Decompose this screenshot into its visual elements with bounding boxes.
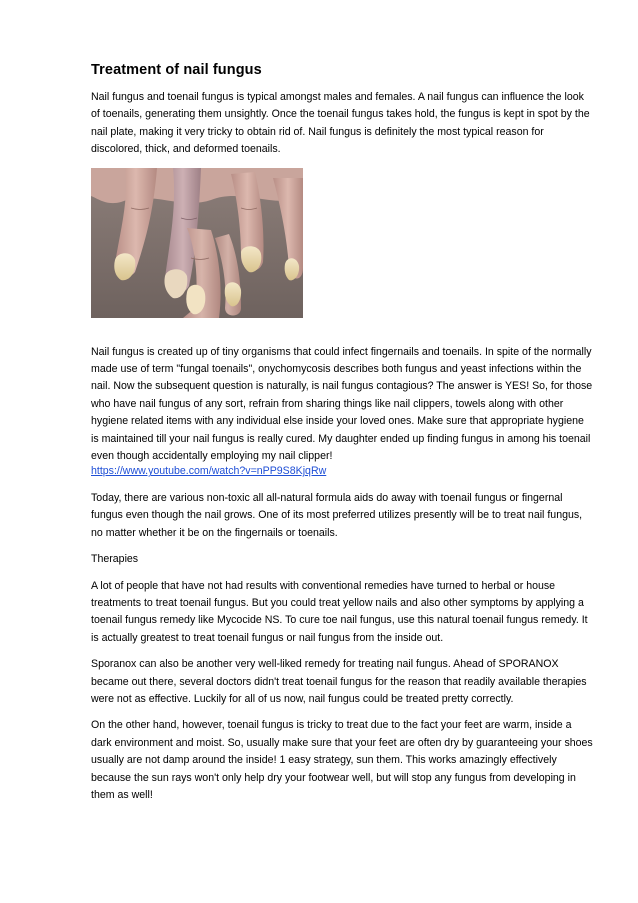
page-title: Treatment of nail fungus bbox=[91, 62, 262, 78]
body-paragraph: On the other hand, however, toenail fungus is tricky to treat due to the fact your feet are warm, inside a dark environment and moist. So, usually make sure that your feet are often dry by guaranteeing your shoes usually are not damp around the inside! 1 easy strategy, sun them. This works amazingly effectively because the sun rays won't only help dry your footwear well, but will stop any fungus from developing in them as well! bbox=[91, 719, 593, 801]
body-paragraph: Sporanox can also be another very well-liked remedy for treating nail fungus. Ahead of SPORANOX became out there, several doctors didn't treat toenail fungus for the reason that readily available therapies were not as effective. Luckily for all of us now, nail fungus could be treated pretty correctly. bbox=[91, 658, 587, 705]
body-paragraph: Nail fungus is created up of tiny organisms that could infect fingernails and toenails. In spite of the normally made use of term "fungal toenails", onychomycosis describes both fungus and yeast infections within the nail. Now the subsequent question is naturally, is nail fungus contagious? The answer is YES! So, for those who have nail fungus of any sort, refrain from sharing things like nail clippers, towels along with other hygiene related items with any individual else inside your loved ones. Make sure that appropriate hygiene is maintained till your nail fungus is really cured. My daughter ended up finding fungus in among his toenail even though accidentally employing my nail clipper! bbox=[91, 345, 593, 463]
nail-fungus-photo bbox=[91, 168, 303, 318]
youtube-link[interactable]: https://www.youtube.com/watch?v=nPP9S8KjqRw bbox=[91, 465, 327, 478]
intro-paragraph: Nail fungus and toenail fungus is typical amongst males and females. A nail fungus can influence the look of toenails, generating them unsightly. Once the toenail fungus takes hold, the fungus is kept in spot by the nail plate, making it very tricky to obtain rid of. Nail fungus is definitely the most typical reason for discolored, thick, and deformed toenails. bbox=[91, 91, 590, 156]
document-page bbox=[91, 62, 594, 813]
link-paragraph bbox=[91, 463, 594, 480]
body-paragraph: Today, there are various non-toxic all all-natural formula aids do away with toenail fungus or fingernal fungus even though the nail grows. One of its most preferred utilizes presently will be to treat nail fungus, no matter whether it be on the fingernails or toenails. bbox=[91, 491, 583, 539]
body-paragraph: A lot of people that have not had results with conventional remedies have turned to herbal or house treatments to treat toenail fungus. But you could treat yellow nails and also other symptoms by applying a toenail fungus remedy like Mycocide NS. To cure toe nail fungus, use this natural toenail fungus remedy. It is actually greatest to treat toenail fungus or nail fungus from the inside out. bbox=[91, 579, 588, 644]
section-heading: Therapies bbox=[91, 553, 139, 566]
